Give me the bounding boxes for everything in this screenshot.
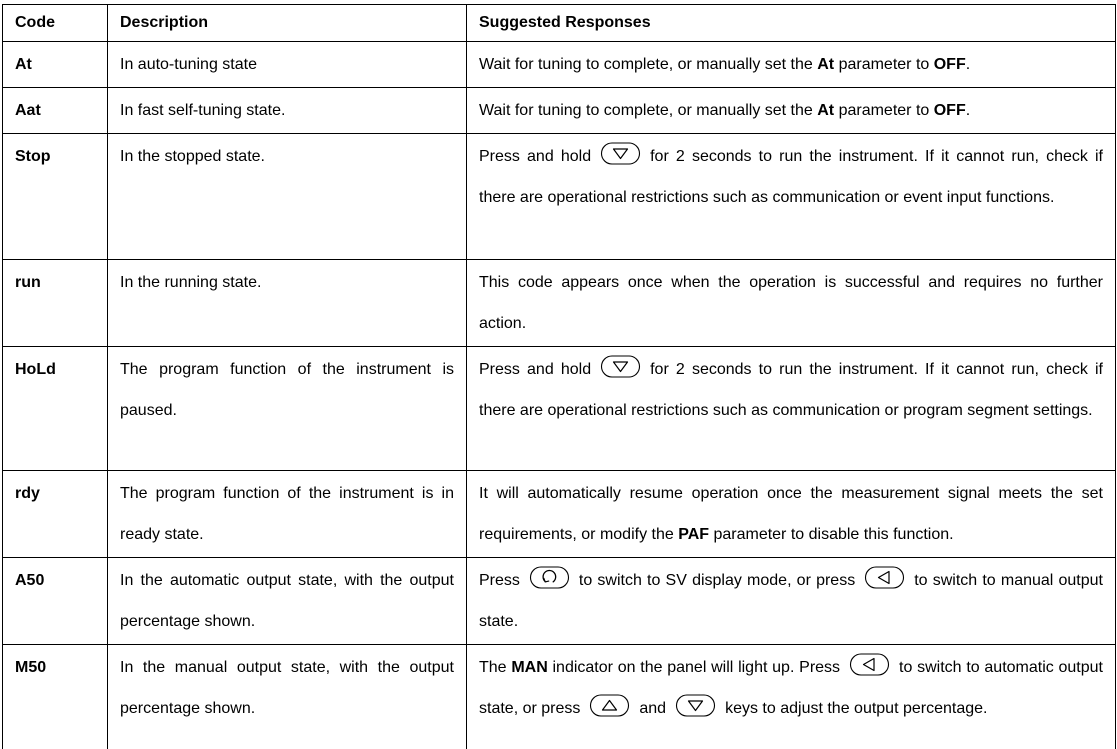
header-description: Description: [108, 5, 467, 42]
response-cell: [467, 88, 1116, 134]
response-text: for 2 seconds to run the instrument. If it cannot run, check if there are operational restrictions such as communication or program segment settings.: [479, 361, 1104, 419]
loop-key-icon: [529, 565, 570, 590]
response-text: parameter to: [834, 56, 934, 73]
response-text: Press and hold: [479, 361, 592, 378]
code-cell: M50: [3, 645, 108, 749]
response-cell: [467, 260, 1116, 347]
description-cell: The program function of the instrument is in ready state.: [108, 471, 467, 558]
response-text: Press and hold: [479, 148, 592, 165]
header-suggested-responses: Suggested Responses: [467, 5, 1116, 42]
emphasized-term: MAN: [511, 659, 548, 676]
left-key-icon: [864, 565, 905, 590]
response-cell: [467, 645, 1116, 749]
code-cell: Stop: [3, 134, 108, 260]
response-text: Press: [479, 572, 520, 589]
response-text: and: [639, 700, 667, 717]
response-text: for 2 seconds to run the instrument. If it cannot run, check if there are operational restrictions such as communication or event input functions.: [479, 148, 1104, 206]
response-cell: [467, 42, 1116, 88]
table-row: [3, 134, 1116, 260]
response-text: .: [965, 102, 971, 119]
table-row: [3, 471, 1116, 558]
up-key-icon: [589, 693, 630, 718]
table-row: [3, 558, 1116, 645]
response-cell: [467, 347, 1116, 471]
description-cell: The program function of the instrument is paused.: [108, 347, 467, 471]
down-key-icon: [675, 693, 716, 718]
code-cell: run: [3, 260, 108, 347]
response-text: parameter to: [834, 102, 934, 119]
header-code: Code: [3, 5, 108, 42]
response-text: Wait for tuning to complete, or manually set the: [479, 56, 818, 73]
response-text: indicator on the panel will light up. Press: [547, 659, 841, 676]
table-row: [3, 42, 1116, 88]
emphasized-term: At: [817, 56, 835, 73]
response-text: Wait for tuning to complete, or manually set the: [479, 102, 818, 119]
code-cell: Aat: [3, 88, 108, 134]
table-header: [3, 5, 1116, 42]
response-text: keys to adjust the output percentage.: [725, 700, 988, 717]
code-cell: A50: [3, 558, 108, 645]
response-cell: [467, 134, 1116, 260]
code-cell: rdy: [3, 471, 108, 558]
description-cell: In the automatic output state, with the output percentage shown.: [108, 558, 467, 645]
response-cell: [467, 471, 1116, 558]
response-text: It will automatically resume operation once the measurement signal meets the set requirements, or modify the: [479, 485, 1103, 543]
response-text: .: [965, 56, 971, 73]
response-cell: [467, 558, 1116, 645]
emphasized-term: At: [817, 102, 835, 119]
description-cell: In the stopped state.: [108, 134, 467, 260]
down-key-icon: [600, 354, 641, 379]
response-text: to switch to SV display mode, or press: [578, 572, 856, 589]
description-cell: In the running state.: [108, 260, 467, 347]
left-key-icon: [849, 652, 890, 677]
response-text: parameter to disable this function.: [709, 526, 954, 543]
response-text: This code appears once when the operation is successful and requires no further action.: [479, 274, 1103, 332]
response-text: The: [479, 659, 512, 676]
code-cell: HoLd: [3, 347, 108, 471]
header-row: [3, 5, 1116, 42]
table-row: [3, 347, 1116, 471]
response-text: to switch to manual output state.: [479, 572, 1103, 630]
status-codes-table: [2, 4, 1116, 749]
description-cell: In fast self-tuning state.: [108, 88, 467, 134]
description-cell: In the manual output state, with the output percentage shown.: [108, 645, 467, 749]
emphasized-term: OFF: [933, 56, 966, 73]
emphasized-term: OFF: [933, 102, 966, 119]
code-cell: At: [3, 42, 108, 88]
table-row: [3, 645, 1116, 749]
table-row: [3, 88, 1116, 134]
response-text: to switch to automatic output state, or press: [479, 659, 1103, 717]
emphasized-term: PAF: [678, 526, 710, 543]
description-cell: In auto-tuning state: [108, 42, 467, 88]
table-body: [3, 42, 1116, 749]
down-key-icon: [600, 141, 641, 166]
table-row: [3, 260, 1116, 347]
